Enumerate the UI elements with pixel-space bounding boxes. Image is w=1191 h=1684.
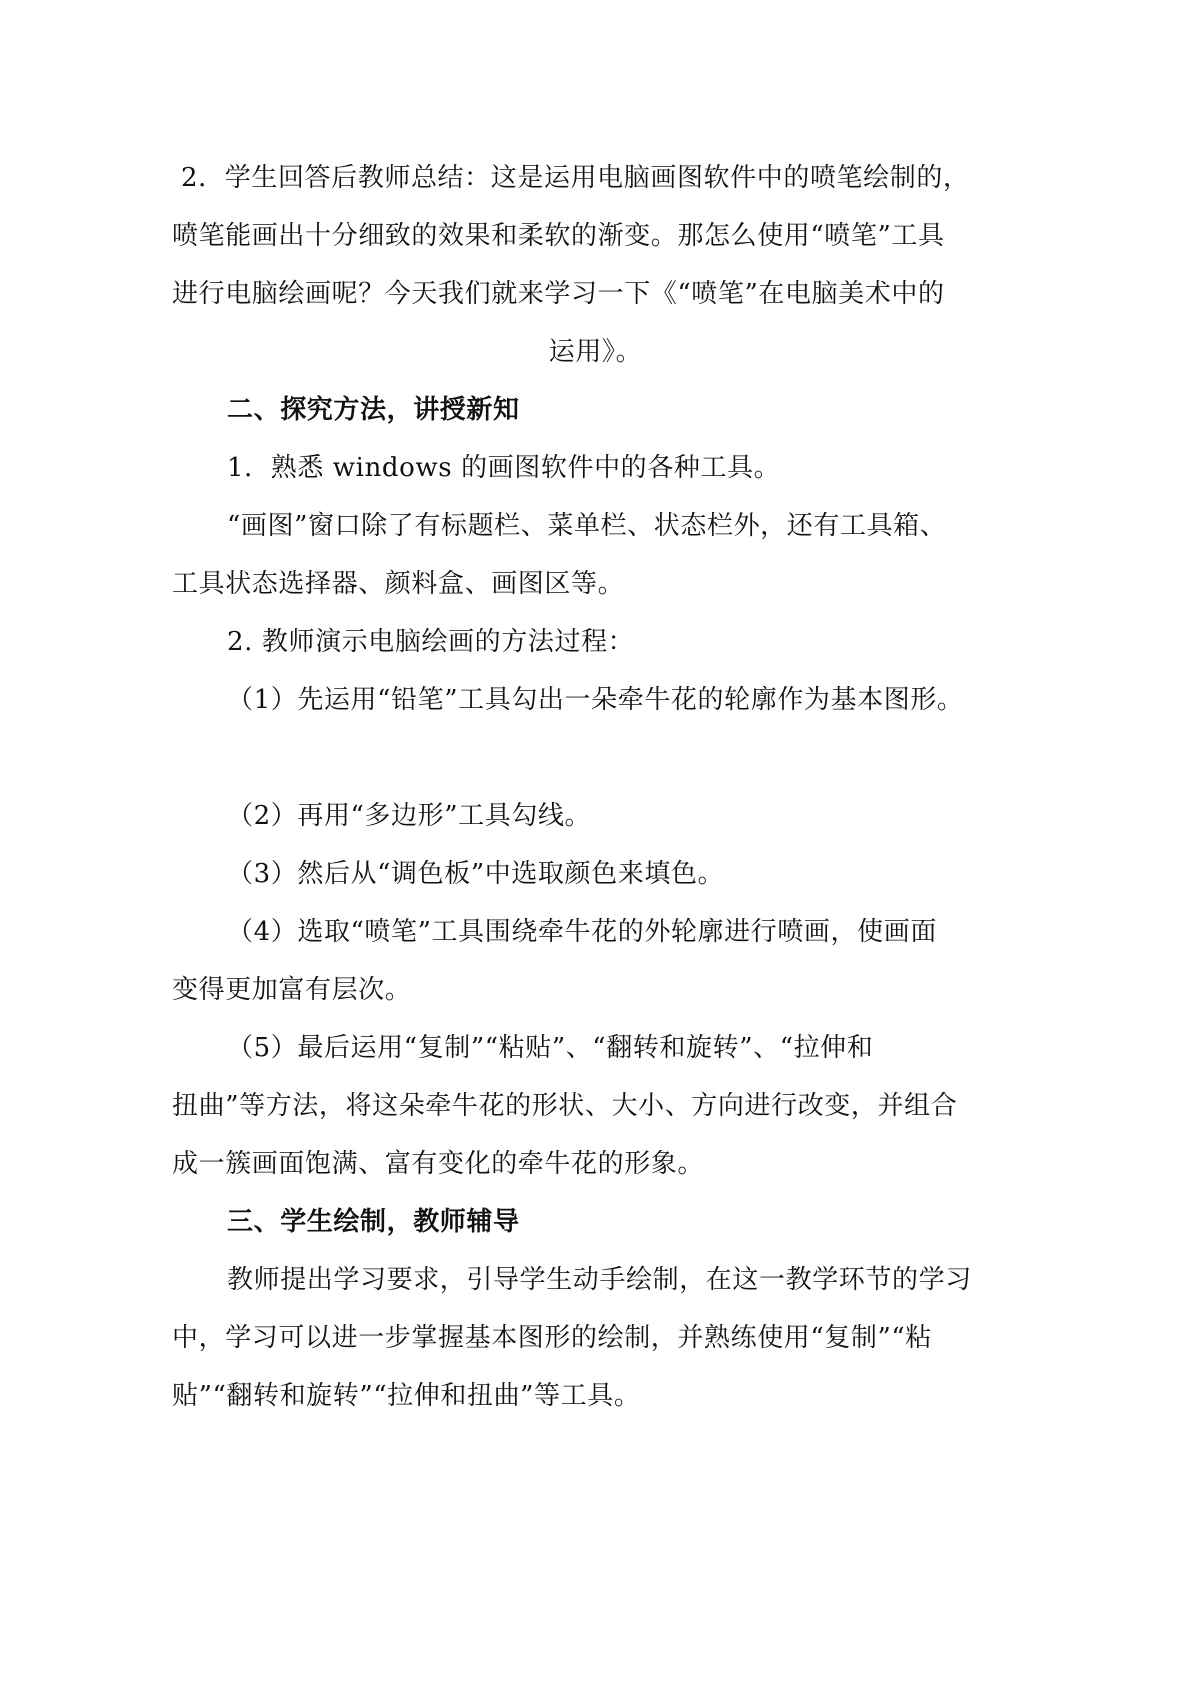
- paragraph-line: 教师提出学习要求，引导学生动手绘制，在这一教学环节的学习: [227, 1265, 972, 1295]
- paragraph-line: 成一簇画面饱满、富有变化的牵牛花的形象。: [172, 1149, 705, 1179]
- paragraph-line: 2．学生回答后教师总结：这是运用电脑画图软件中的喷笔绘制的，: [181, 163, 970, 193]
- section-heading: 二、探究方法，讲授新知: [227, 395, 520, 425]
- paragraph-line: 2. 教师演示电脑绘画的方法过程：: [227, 627, 635, 657]
- paragraph-line: 工具状态选择器、颜料盒、画图区等。: [172, 569, 625, 599]
- paragraph-line: 进行电脑绘画呢？今天我们就来学习一下《“喷笔”在电脑美术中的: [172, 279, 945, 309]
- paragraph-line: （5）最后运用“复制”“粘贴”、“翻转和旋转”、“拉伸和: [227, 1033, 874, 1063]
- paragraph-line: “画图”窗口除了有标题栏、菜单栏、状态栏外，还有工具箱、: [227, 511, 947, 541]
- paragraph-line: 贴”“翻转和旋转”“拉伸和扭曲”等工具。: [172, 1381, 641, 1411]
- paragraph-line: 变得更加富有层次。: [172, 975, 412, 1005]
- paragraph-line: 中，学习可以进一步掌握基本图形的绘制，并熟练使用“复制”“粘: [172, 1323, 932, 1353]
- paragraph-line: （4）选取“喷笔”工具围绕牵牛花的外轮廓进行喷画，使画面: [227, 917, 937, 947]
- paragraph-line: 运用》。: [548, 337, 643, 367]
- paragraph-line: 扭曲”等方法，将这朵牵牛花的形状、大小、方向进行改变，并组合: [172, 1091, 958, 1121]
- paragraph-line: （1）先运用“铅笔”工具勾出一朵牵牛花的轮廓作为基本图形。: [227, 685, 964, 715]
- paragraph-line: 1．熟悉 windows 的画图软件中的各种工具。: [227, 453, 781, 483]
- paragraph-line: （2）再用“多边形”工具勾线。: [227, 801, 592, 831]
- section-heading: 三、学生绘制，教师辅导: [227, 1207, 520, 1237]
- paragraph-line: 喷笔能画出十分细致的效果和柔软的渐变。那怎么使用“喷笔”工具: [172, 221, 945, 251]
- paragraph-line: （3）然后从“调色板”中选取颜色来填色。: [227, 859, 725, 889]
